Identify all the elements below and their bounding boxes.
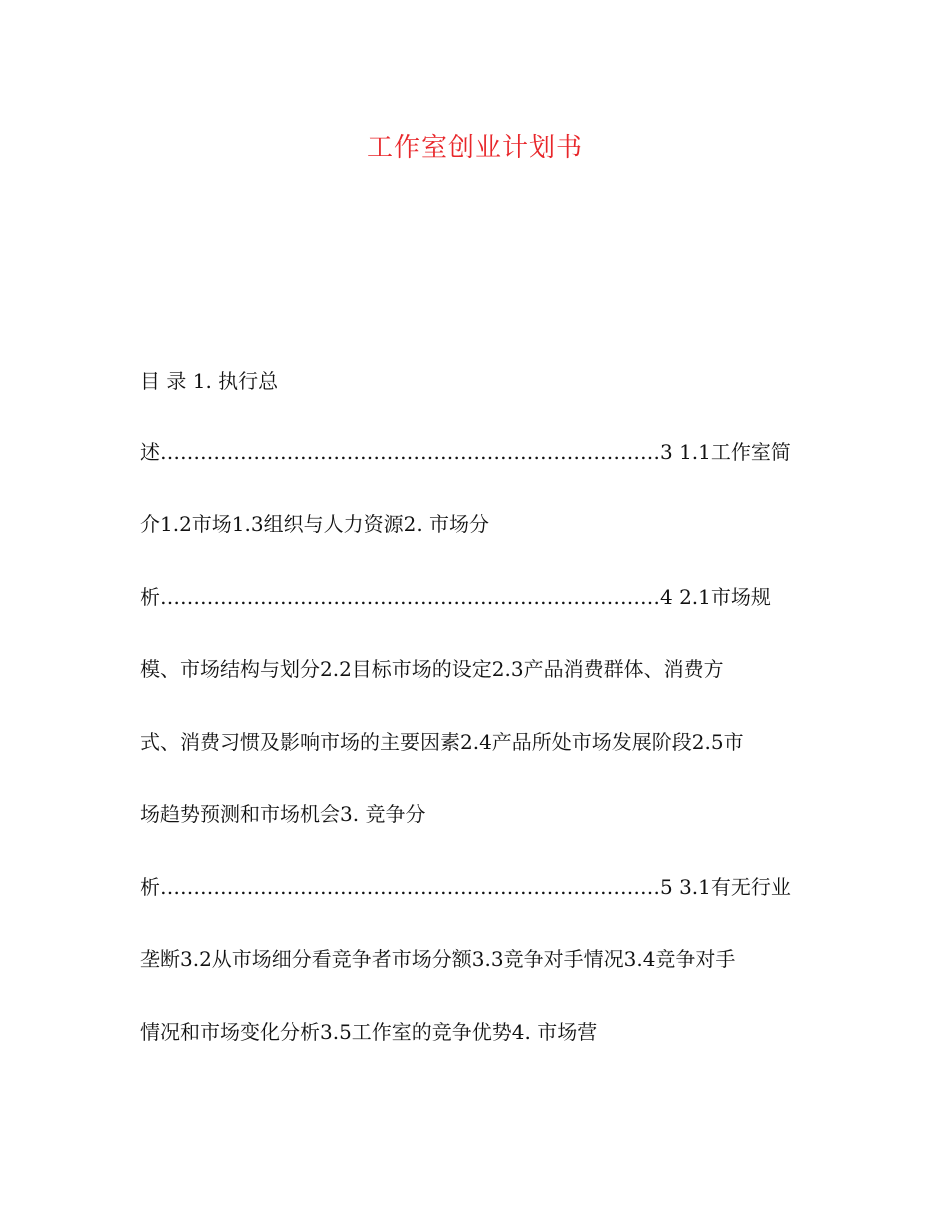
document-title: 工作室创业计划书 bbox=[366, 133, 583, 163]
toc-line-7: 场趋势预测和市场机会3. 竞争分 bbox=[140, 802, 426, 826]
toc-line-5: 模、市场结构与划分2.2目标市场的设定2.3产品消费群体、消费方 bbox=[140, 657, 724, 681]
toc-line-1: 目 录 1. 执行总 bbox=[140, 369, 279, 393]
toc-line-8: 析…………………………………………………………………5 3.1有无行业 bbox=[140, 875, 791, 899]
toc-line-3: 介1.2市场1.3组织与人力资源2. 市场分 bbox=[140, 512, 490, 536]
toc-line-10: 情况和市场变化分析3.5工作室的竞争优势4. 市场营 bbox=[140, 1020, 598, 1044]
toc-line-4: 析…………………………………………………………………4 2.1市场规 bbox=[140, 585, 771, 609]
toc-line-9: 垄断3.2从市场细分看竞争者市场分额3.3竞争对手情况3.4竞争对手 bbox=[140, 947, 736, 971]
toc-line-2: 述…………………………………………………………………3 1.1工作室简 bbox=[140, 440, 791, 464]
toc-line-6: 式、消费习惯及影响市场的主要因素2.4产品所处市场发展阶段2.5市 bbox=[140, 730, 744, 754]
